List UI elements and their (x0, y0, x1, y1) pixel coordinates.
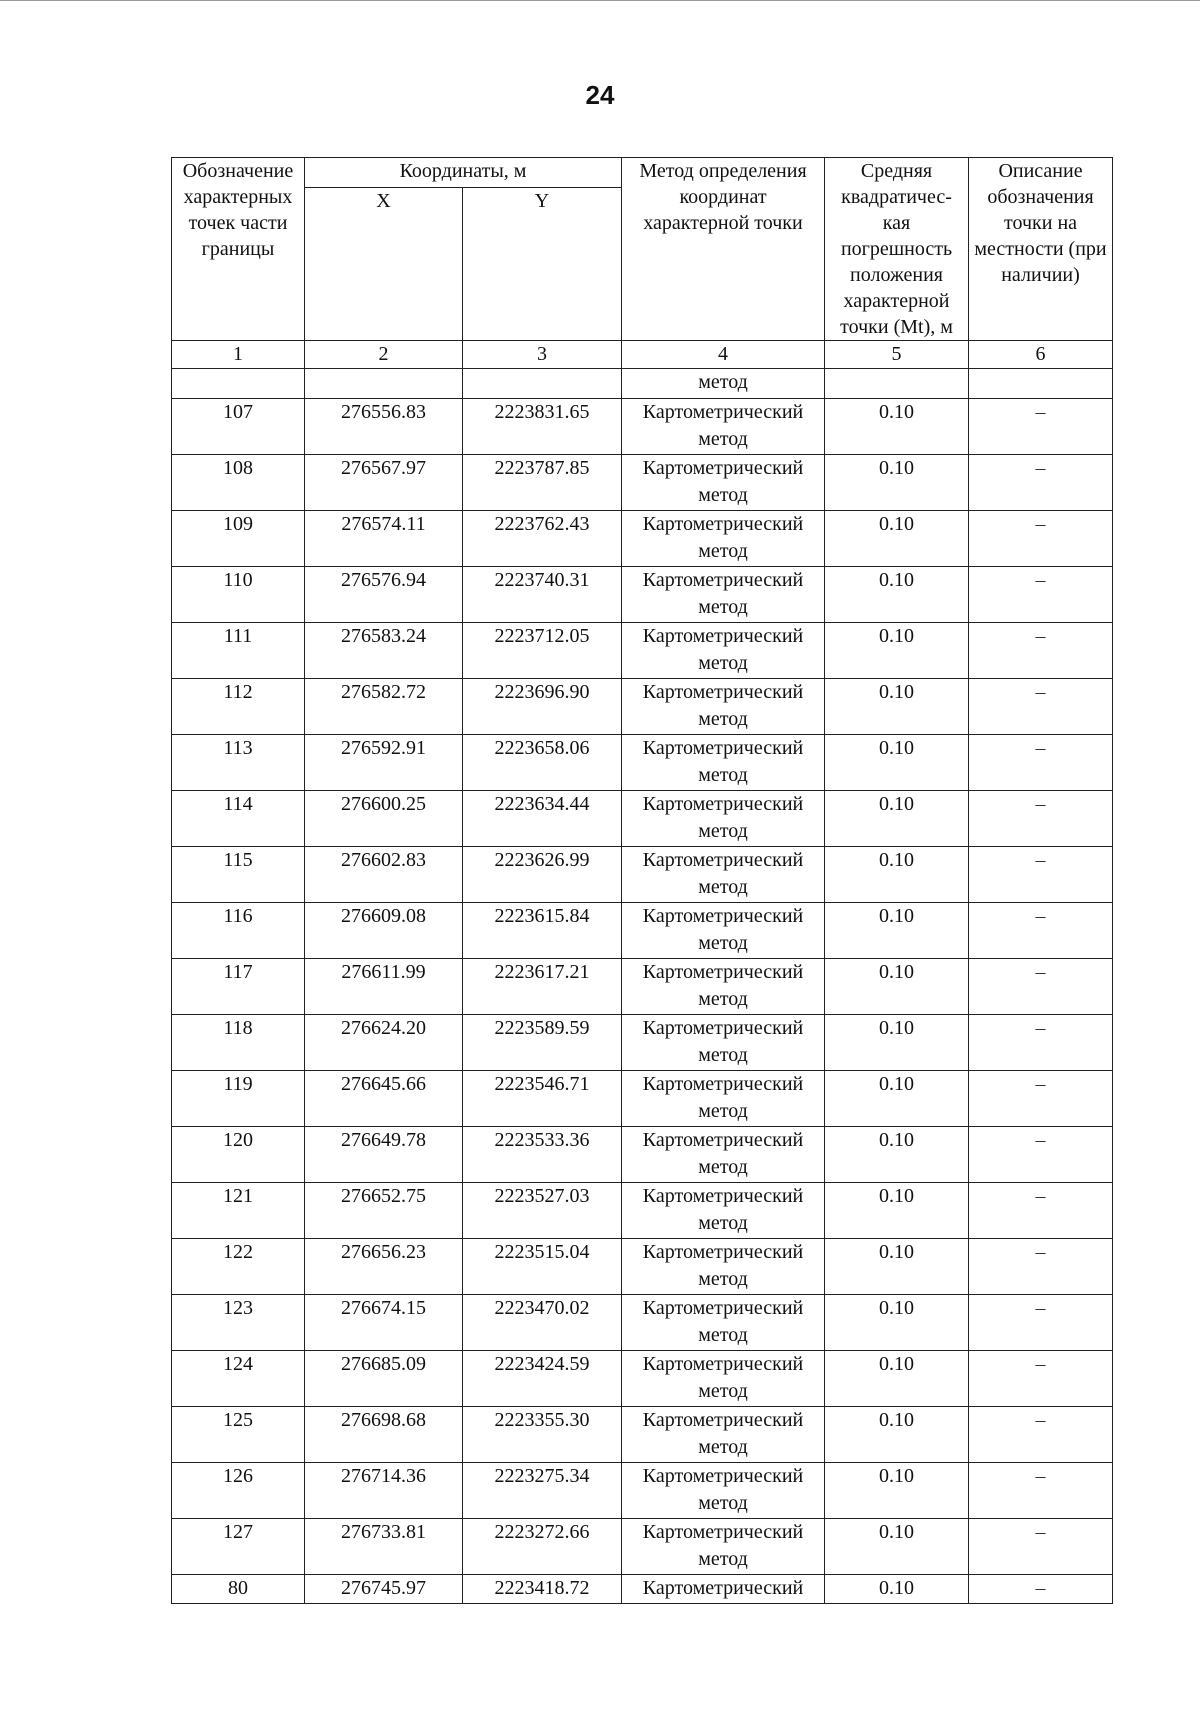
y-cell: 2223275.34 (463, 1463, 622, 1519)
y-cell: 2223533.36 (463, 1127, 622, 1183)
y-cell: 2223527.03 (463, 1183, 622, 1239)
error-cell: 0.10 (825, 791, 969, 847)
x-cell: 276556.83 (305, 399, 463, 455)
x-cell: 276609.08 (305, 903, 463, 959)
table-row (172, 735, 1113, 791)
y-cell: 2223712.05 (463, 623, 622, 679)
point-cell: 126 (172, 1463, 305, 1519)
point-cell: 114 (172, 791, 305, 847)
column-number: 4 (622, 341, 825, 369)
error-cell: 0.10 (825, 1519, 969, 1575)
method-cell: метод (622, 369, 825, 399)
table-row (172, 399, 1113, 455)
table-row (172, 623, 1113, 679)
x-cell: 276583.24 (305, 623, 463, 679)
x-cell: 276714.36 (305, 1463, 463, 1519)
error-cell: 0.10 (825, 1351, 969, 1407)
y-cell: 2223418.72 (463, 1575, 622, 1604)
point-cell: 121 (172, 1183, 305, 1239)
page-number: 24 (585, 80, 615, 110)
error-cell: 0.10 (825, 1407, 969, 1463)
method-cell: Картометрический метод (622, 455, 825, 511)
y-cell: 2223589.59 (463, 1015, 622, 1071)
x-cell: 276745.97 (305, 1575, 463, 1604)
description-cell: – (969, 511, 1113, 567)
table-row (172, 1295, 1113, 1351)
method-cell: Картометрический метод (622, 791, 825, 847)
table-row (172, 1519, 1113, 1575)
column-number: 5 (825, 341, 969, 369)
header-mean-square-error: Средняя квадратичес-кая погрешность положения характерной точки (Mt), м (825, 158, 969, 341)
x-cell: 276698.68 (305, 1407, 463, 1463)
point-cell: 111 (172, 623, 305, 679)
table-row (172, 1351, 1113, 1407)
method-cell: Картометрический метод (622, 1519, 825, 1575)
description-cell: – (969, 1351, 1113, 1407)
error-cell: 0.10 (825, 1295, 969, 1351)
y-cell: 2223546.71 (463, 1071, 622, 1127)
y-cell: 2223634.44 (463, 791, 622, 847)
point-cell: 125 (172, 1407, 305, 1463)
point-cell: 123 (172, 1295, 305, 1351)
point-cell: 108 (172, 455, 305, 511)
error-cell: 0.10 (825, 1127, 969, 1183)
table-row (172, 1015, 1113, 1071)
table-row (172, 847, 1113, 903)
y-cell: 2223355.30 (463, 1407, 622, 1463)
coordinates-table (171, 157, 1113, 1604)
error-cell: 0.10 (825, 399, 969, 455)
table-row (172, 511, 1113, 567)
method-cell: Картометрический метод (622, 1127, 825, 1183)
point-cell: 120 (172, 1127, 305, 1183)
point-cell: 124 (172, 1351, 305, 1407)
table-row (172, 1183, 1113, 1239)
method-cell: Картометрический метод (622, 1239, 825, 1295)
y-cell: 2223626.99 (463, 847, 622, 903)
description-cell: – (969, 1183, 1113, 1239)
y-cell: 2223615.84 (463, 903, 622, 959)
table-row (172, 1463, 1113, 1519)
method-cell: Картометрический (622, 1575, 825, 1604)
header-description: Описание обозначения точки на местности (при наличии) (969, 158, 1113, 341)
error-cell: 0.10 (825, 567, 969, 623)
method-cell: Картометрический метод (622, 1071, 825, 1127)
method-cell: Картометрический метод (622, 1407, 825, 1463)
column-number: 2 (305, 341, 463, 369)
description-cell (969, 369, 1113, 399)
description-cell: – (969, 1071, 1113, 1127)
method-cell: Картометрический метод (622, 623, 825, 679)
method-cell: Картометрический метод (622, 1183, 825, 1239)
point-cell: 115 (172, 847, 305, 903)
x-cell (305, 369, 463, 399)
point-cell: 109 (172, 511, 305, 567)
error-cell (825, 369, 969, 399)
table-row (172, 679, 1113, 735)
x-cell: 276733.81 (305, 1519, 463, 1575)
y-cell: 2223617.21 (463, 959, 622, 1015)
error-cell: 0.10 (825, 903, 969, 959)
point-cell: 113 (172, 735, 305, 791)
description-cell: – (969, 735, 1113, 791)
table-body (172, 341, 1113, 1604)
y-cell: 2223740.31 (463, 567, 622, 623)
error-cell: 0.10 (825, 1575, 969, 1604)
table-row (172, 1575, 1113, 1604)
x-cell: 276576.94 (305, 567, 463, 623)
method-cell: Картометрический метод (622, 1295, 825, 1351)
error-cell: 0.10 (825, 959, 969, 1015)
x-cell: 276674.15 (305, 1295, 463, 1351)
y-cell (463, 369, 622, 399)
column-number: 1 (172, 341, 305, 369)
column-number: 3 (463, 341, 622, 369)
y-cell: 2223272.66 (463, 1519, 622, 1575)
x-cell: 276624.20 (305, 1015, 463, 1071)
x-cell: 276649.78 (305, 1127, 463, 1183)
header-y: Y (463, 187, 622, 340)
description-cell: – (969, 1575, 1113, 1604)
table-row (172, 455, 1113, 511)
scan-edge-line (0, 0, 1200, 1)
point-cell: 118 (172, 1015, 305, 1071)
description-cell: – (969, 959, 1113, 1015)
description-cell: – (969, 1463, 1113, 1519)
header-method: Метод определения координат характерной точки (622, 158, 825, 341)
header-point-designation: Обозначение характерных точек части границы (172, 158, 305, 341)
description-cell: – (969, 1015, 1113, 1071)
x-cell: 276645.66 (305, 1071, 463, 1127)
point-cell: 122 (172, 1239, 305, 1295)
error-cell: 0.10 (825, 1183, 969, 1239)
table-row (172, 1407, 1113, 1463)
point-cell: 110 (172, 567, 305, 623)
method-cell: Картометрический метод (622, 511, 825, 567)
x-cell: 276567.97 (305, 455, 463, 511)
description-cell: – (969, 1127, 1113, 1183)
error-cell: 0.10 (825, 847, 969, 903)
error-cell: 0.10 (825, 679, 969, 735)
error-cell: 0.10 (825, 1239, 969, 1295)
x-cell: 276602.83 (305, 847, 463, 903)
description-cell: – (969, 1295, 1113, 1351)
table-row (172, 903, 1113, 959)
x-cell: 276582.72 (305, 679, 463, 735)
table-row (172, 1127, 1113, 1183)
header-coordinates: Координаты, м (305, 158, 622, 188)
column-number: 6 (969, 341, 1113, 369)
point-cell: 80 (172, 1575, 305, 1604)
x-cell: 276611.99 (305, 959, 463, 1015)
description-cell: – (969, 399, 1113, 455)
continuation-row (172, 369, 1113, 399)
table-row (172, 791, 1113, 847)
y-cell: 2223696.90 (463, 679, 622, 735)
point-cell: 107 (172, 399, 305, 455)
x-cell: 276574.11 (305, 511, 463, 567)
description-cell: – (969, 567, 1113, 623)
y-cell: 2223424.59 (463, 1351, 622, 1407)
error-cell: 0.10 (825, 455, 969, 511)
method-cell: Картометрический метод (622, 567, 825, 623)
method-cell: Картометрический метод (622, 399, 825, 455)
header-x: X (305, 187, 463, 340)
table-row (172, 1071, 1113, 1127)
method-cell: Картометрический метод (622, 903, 825, 959)
point-cell: 112 (172, 679, 305, 735)
point-cell: 127 (172, 1519, 305, 1575)
error-cell: 0.10 (825, 1071, 969, 1127)
y-cell: 2223787.85 (463, 455, 622, 511)
table-row (172, 1239, 1113, 1295)
point-cell: 117 (172, 959, 305, 1015)
error-cell: 0.10 (825, 623, 969, 679)
description-cell: – (969, 1407, 1113, 1463)
y-cell: 2223658.06 (463, 735, 622, 791)
y-cell: 2223470.02 (463, 1295, 622, 1351)
method-cell: Картометрический метод (622, 1463, 825, 1519)
method-cell: Картометрический метод (622, 1351, 825, 1407)
error-cell: 0.10 (825, 1463, 969, 1519)
point-cell: 119 (172, 1071, 305, 1127)
table-row (172, 567, 1113, 623)
point-cell (172, 369, 305, 399)
y-cell: 2223515.04 (463, 1239, 622, 1295)
description-cell: – (969, 1239, 1113, 1295)
x-cell: 276592.91 (305, 735, 463, 791)
point-cell: 116 (172, 903, 305, 959)
description-cell: – (969, 679, 1113, 735)
method-cell: Картометрический метод (622, 847, 825, 903)
x-cell: 276685.09 (305, 1351, 463, 1407)
x-cell: 276656.23 (305, 1239, 463, 1295)
y-cell: 2223831.65 (463, 399, 622, 455)
x-cell: 276600.25 (305, 791, 463, 847)
error-cell: 0.10 (825, 735, 969, 791)
column-number-row (172, 341, 1113, 369)
x-cell: 276652.75 (305, 1183, 463, 1239)
description-cell: – (969, 791, 1113, 847)
description-cell: – (969, 1519, 1113, 1575)
table-row (172, 959, 1113, 1015)
error-cell: 0.10 (825, 511, 969, 567)
method-cell: Картометрический метод (622, 1015, 825, 1071)
description-cell: – (969, 903, 1113, 959)
error-cell: 0.10 (825, 1015, 969, 1071)
description-cell: – (969, 455, 1113, 511)
method-cell: Картометрический метод (622, 735, 825, 791)
method-cell: Картометрический метод (622, 679, 825, 735)
description-cell: – (969, 623, 1113, 679)
y-cell: 2223762.43 (463, 511, 622, 567)
header-row (172, 158, 1113, 188)
method-cell: Картометрический метод (622, 959, 825, 1015)
description-cell: – (969, 847, 1113, 903)
